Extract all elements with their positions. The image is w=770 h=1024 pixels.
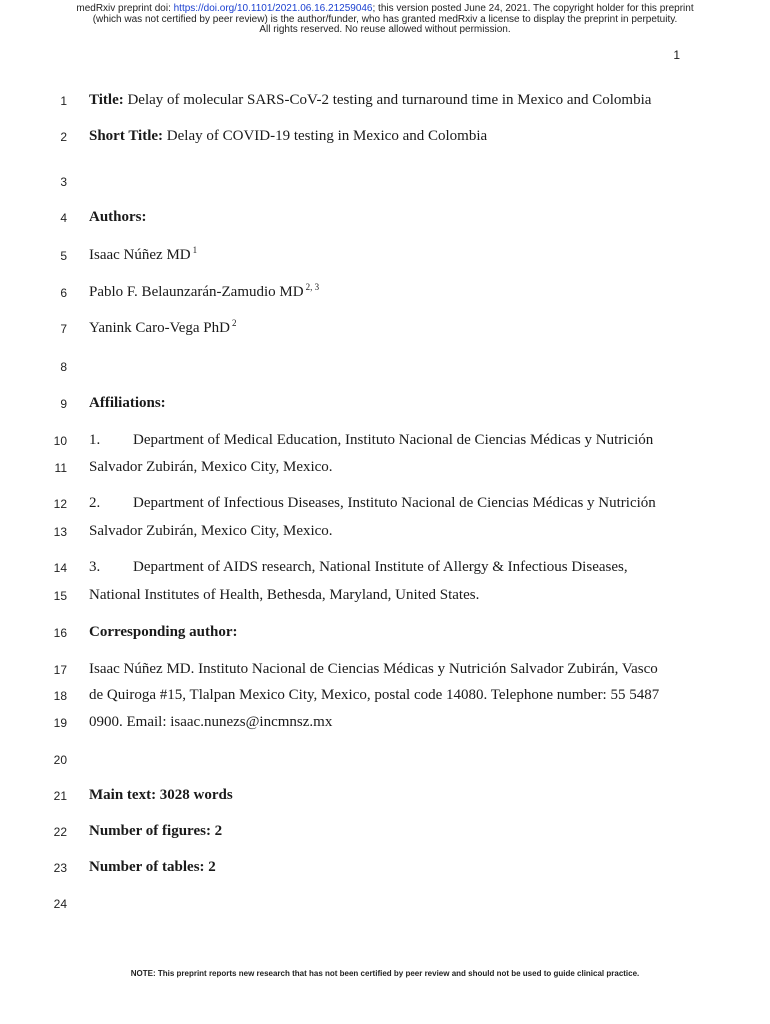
line-number: 24 xyxy=(53,897,67,911)
preprint-header-line-3: All rights reserved. No reuse allowed without permission. xyxy=(259,24,511,35)
line-number: 12 xyxy=(53,497,67,511)
short-title-label: Short Title: xyxy=(89,128,164,144)
short-title: Delay of COVID-19 testing in Mexico and Colombia xyxy=(163,128,488,144)
table-count: Number of tables: 2 xyxy=(89,859,216,875)
line-number: 6 xyxy=(60,286,67,300)
corresponding-author-line: 0900. Email: isaac.nunezs@incmnsz.mx xyxy=(89,714,333,730)
affiliation-number: 2. xyxy=(89,495,101,511)
paper-title: Delay of molecular SARS-CoV-2 testing and turnaround time in Mexico and Colombia xyxy=(123,92,652,108)
line-number: 2 xyxy=(60,130,67,144)
line-number: 15 xyxy=(53,589,67,603)
line-number: 22 xyxy=(53,825,67,839)
authors-heading: Authors: xyxy=(89,209,147,225)
author-name: Yanink Caro-Vega PhD xyxy=(89,320,230,336)
line-number: 8 xyxy=(60,360,67,374)
line-number: 13 xyxy=(53,525,67,539)
line-number: 1 xyxy=(60,94,67,108)
preprint-header-line-2: (which was not certified by peer review) is the author/funder, who has granted medRxiv a license to display the preprint in perpetuity. xyxy=(92,14,678,25)
author-entry xyxy=(89,284,319,301)
line-number: 14 xyxy=(53,561,67,575)
page-number: 1 xyxy=(673,48,680,62)
corresponding-author-heading: Corresponding author: xyxy=(89,624,238,640)
line-number: 10 xyxy=(53,434,67,448)
title-line xyxy=(89,92,651,109)
peer-review-notice: NOTE: This preprint reports new research that has not been certified by peer review and should not be used to guide clinical practice. xyxy=(130,969,640,978)
line-number: 16 xyxy=(53,626,67,640)
corresponding-author-line: de Quiroga #15, Tlalpan Mexico City, Mexico, postal code 14080. Telephone number: 55 5487 xyxy=(89,687,660,703)
author-entry xyxy=(89,247,197,264)
affiliation-number: 1. xyxy=(89,432,101,448)
title-label: Title: xyxy=(89,92,124,108)
line-number: 11 xyxy=(54,461,67,475)
line-number: 21 xyxy=(53,789,67,803)
line-number: 7 xyxy=(60,322,67,336)
line-number: 5 xyxy=(60,249,67,263)
line-number: 20 xyxy=(53,753,67,767)
header-suffix: ; this version posted June 24, 2021. The copyright holder for this preprint xyxy=(372,3,694,14)
line-number: 23 xyxy=(53,861,67,875)
line-number: 19 xyxy=(53,716,67,730)
author-affiliation-marker: 2, 3 xyxy=(305,282,320,292)
affiliation-item xyxy=(89,432,653,449)
line-number: 4 xyxy=(60,211,67,225)
affiliation-text-continued: National Institutes of Health, Bethesda, Maryland, United States. xyxy=(89,587,480,603)
line-number: 17 xyxy=(53,663,67,677)
affiliation-text: Department of AIDS research, National Institute of Allergy & Infectious Diseases, xyxy=(133,559,628,575)
affiliation-item xyxy=(89,495,656,512)
author-affiliation-marker: 1 xyxy=(192,245,198,255)
affiliation-text-continued: Salvador Zubirán, Mexico City, Mexico. xyxy=(89,523,333,539)
affiliation-item xyxy=(89,559,628,576)
corresponding-author-line: Isaac Núñez MD. Instituto Nacional de Ciencias Médicas y Nutrición Salvador Zubirán, Vasco xyxy=(89,661,658,677)
author-name: Pablo F. Belaunzarán-Zamudio MD xyxy=(89,284,304,300)
line-number: 9 xyxy=(60,397,67,411)
author-name: Isaac Núñez MD xyxy=(89,247,191,263)
affiliation-text: Department of Infectious Diseases, Instituto Nacional de Ciencias Médicas y Nutrición xyxy=(133,495,656,511)
affiliations-heading: Affiliations: xyxy=(89,395,166,411)
short-title-line xyxy=(89,128,487,145)
line-number: 18 xyxy=(53,689,67,703)
affiliation-text-continued: Salvador Zubirán, Mexico City, Mexico. xyxy=(89,459,333,475)
line-number: 3 xyxy=(60,175,67,189)
author-entry xyxy=(89,320,236,337)
affiliation-number: 3. xyxy=(89,559,101,575)
author-affiliation-marker: 2 xyxy=(231,318,237,328)
doi-link[interactable]: https://doi.org/10.1101/2021.06.16.21259046 xyxy=(173,3,373,14)
preprint-header-line-1 xyxy=(0,3,770,14)
figure-count: Number of figures: 2 xyxy=(89,823,223,839)
header-prefix: medRxiv preprint doi: xyxy=(76,3,174,14)
word-count: Main text: 3028 words xyxy=(89,787,233,803)
affiliation-text: Department of Medical Education, Instituto Nacional de Ciencias Médicas y Nutrición xyxy=(133,432,654,448)
